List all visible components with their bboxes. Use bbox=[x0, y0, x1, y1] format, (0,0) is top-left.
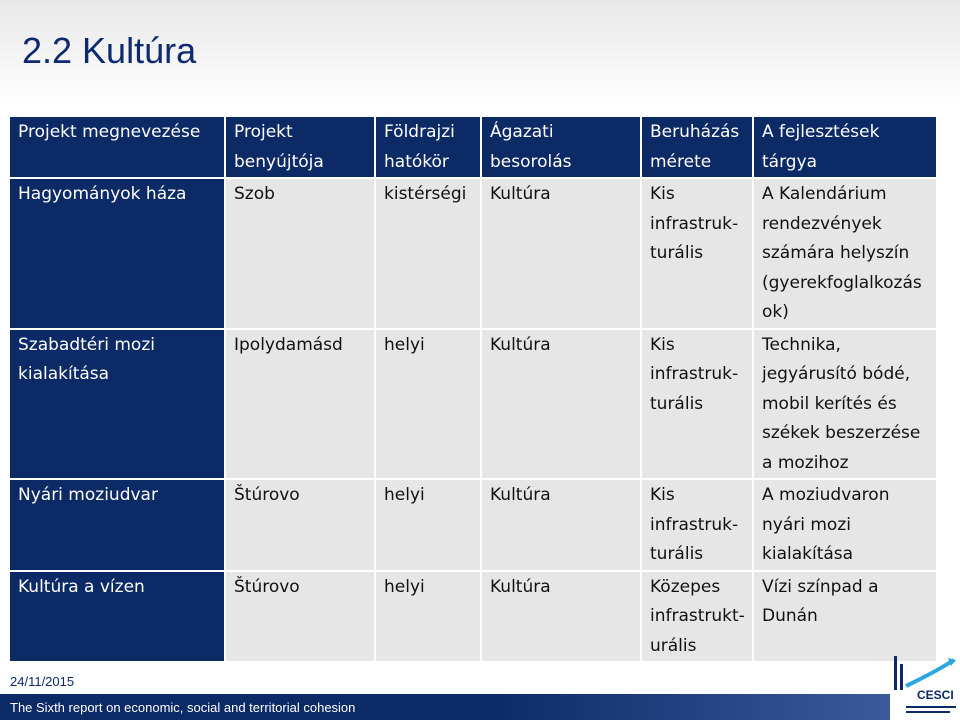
table-row bbox=[9, 329, 937, 480]
table-row bbox=[9, 479, 937, 571]
cell-geo-scope: helyi bbox=[375, 571, 481, 663]
cell-submitter: Štúrovo bbox=[225, 479, 375, 571]
header-development-subject: A fejlesztések tárgya bbox=[753, 116, 937, 178]
table-header-row bbox=[9, 116, 937, 178]
logo-label: CESCI bbox=[917, 688, 954, 702]
cell-development-subject: Vízi színpad a Dunán bbox=[753, 571, 937, 663]
header-geo-scope: Földrajzi hatókör bbox=[375, 116, 481, 178]
footer-report-title: The Sixth report on economic, social and territorial cohesion bbox=[10, 700, 356, 715]
cell-sector: Kultúra bbox=[481, 479, 641, 571]
header-sector: Ágazati besorolás bbox=[481, 116, 641, 178]
cell-sector: Kultúra bbox=[481, 178, 641, 329]
header-investment-size: Beruházás mérete bbox=[641, 116, 753, 178]
cell-project-name: Hagyományok háza bbox=[9, 178, 225, 329]
cell-investment-size: Kis infrastruk-turális bbox=[641, 329, 753, 480]
cell-investment-size: Közepes infrastrukt-urális bbox=[641, 571, 753, 663]
header-submitter: Projekt benyújtója bbox=[225, 116, 375, 178]
cell-sector: Kultúra bbox=[481, 571, 641, 663]
cell-submitter: Štúrovo bbox=[225, 571, 375, 663]
cell-geo-scope: kistérségi bbox=[375, 178, 481, 329]
cell-project-name: Kultúra a vízen bbox=[9, 571, 225, 663]
table-row bbox=[9, 571, 937, 663]
cell-project-name: Nyári moziudvar bbox=[9, 479, 225, 571]
cell-development-subject: Technika, jegyárusító bódé, mobil kerítés és székek beszerzése a mozihoz bbox=[753, 329, 937, 480]
cell-investment-size: Kis infrastruk-turális bbox=[641, 178, 753, 329]
cell-geo-scope: helyi bbox=[375, 329, 481, 480]
footer-date: 24/11/2015 bbox=[10, 674, 75, 689]
cell-project-name: Szabadtéri mozi kialakítása bbox=[9, 329, 225, 480]
projects-table bbox=[8, 115, 938, 663]
table-row bbox=[9, 178, 937, 329]
cell-submitter: Ipolydamásd bbox=[225, 329, 375, 480]
cell-investment-size: Kis infrastruk-turális bbox=[641, 479, 753, 571]
cell-submitter: Szob bbox=[225, 178, 375, 329]
cell-development-subject: A Kalendárium rendezvények számára helyszín (gyerekfoglalkozás ok) bbox=[753, 178, 937, 329]
page-title: 2.2 Kultúra bbox=[22, 30, 197, 71]
cesci-logo-icon bbox=[888, 652, 960, 720]
cell-development-subject: A moziudvaron nyári mozi kialakítása bbox=[753, 479, 937, 571]
cell-geo-scope: helyi bbox=[375, 479, 481, 571]
cell-sector: Kultúra bbox=[481, 329, 641, 480]
header-project-name: Projekt megnevezése bbox=[9, 116, 225, 178]
